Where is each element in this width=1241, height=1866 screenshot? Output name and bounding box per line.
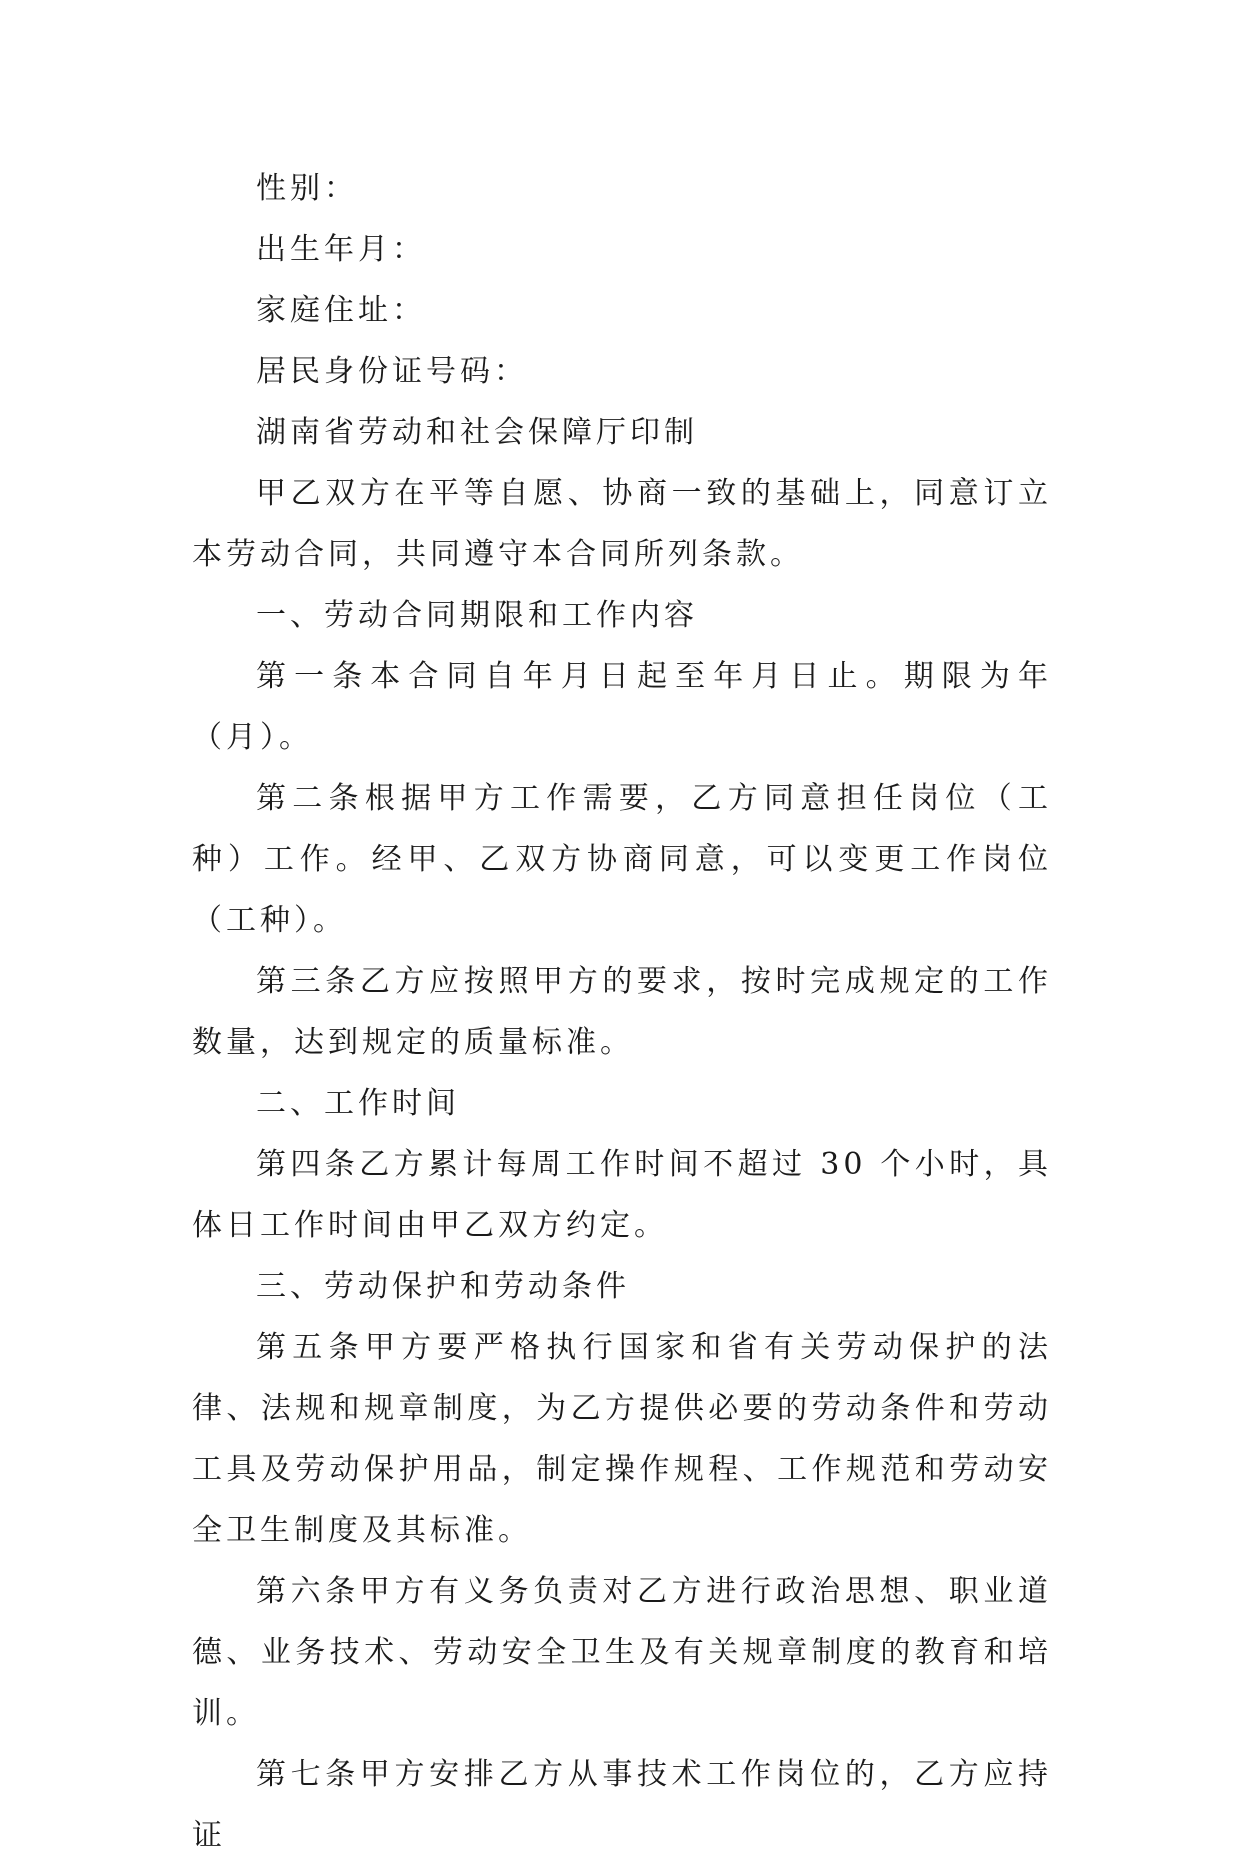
article-3: 第三条乙方应按照甲方的要求，按时完成规定的工作数量，达到规定的质量标准。 [192,964,1052,1060]
article-2: 第二条根据甲方工作需要，乙方同意担任岗位（工种）工作。经甲、乙双方协商同意，可以变更工作岗位（工种）。 [192,781,1052,938]
article-7: 第七条甲方安排乙方从事技术工作岗位的，乙方应持证 [192,1757,1052,1853]
article-6: 第六条甲方有义务负责对乙方进行政治思想、职业道德、业务技术、劳动安全卫生及有关规章制度的教育和培训。 [192,1574,1052,1731]
section-heading-3: 三、劳动保护和劳动条件 [256,1269,630,1304]
article-4: 第四条乙方累计每周工作时间不超过 30 个小时，具体日工作时间由甲乙双方约定。 [192,1147,1052,1243]
field-gender: 性别： [256,171,358,206]
article-5: 第五条甲方要严格执行国家和省有关劳动保护的法律、法规和规章制度，为乙方提供必要的劳动条件和劳动工具及劳动保护用品，制定操作规程、工作规范和劳动安全卫生制度及其标准。 [192,1330,1052,1548]
issuer-line: 湖南省劳动和社会保障厅印制 [256,415,698,450]
section-heading-2: 二、工作时间 [256,1086,460,1121]
article-1: 第一条本合同自年月日起至年月日止。期限为年（月）。 [192,659,1052,755]
document-body [192,158,1052,1866]
field-id-number: 居民身份证号码： [256,354,528,389]
field-home-address: 家庭住址： [256,293,426,328]
section-heading-1: 一、劳动合同期限和工作内容 [256,598,698,633]
preamble-paragraph: 甲乙双方在平等自愿、协商一致的基础上，同意订立本劳动合同，共同遵守本合同所列条款。 [192,476,1052,572]
field-birth-date: 出生年月： [256,232,426,267]
